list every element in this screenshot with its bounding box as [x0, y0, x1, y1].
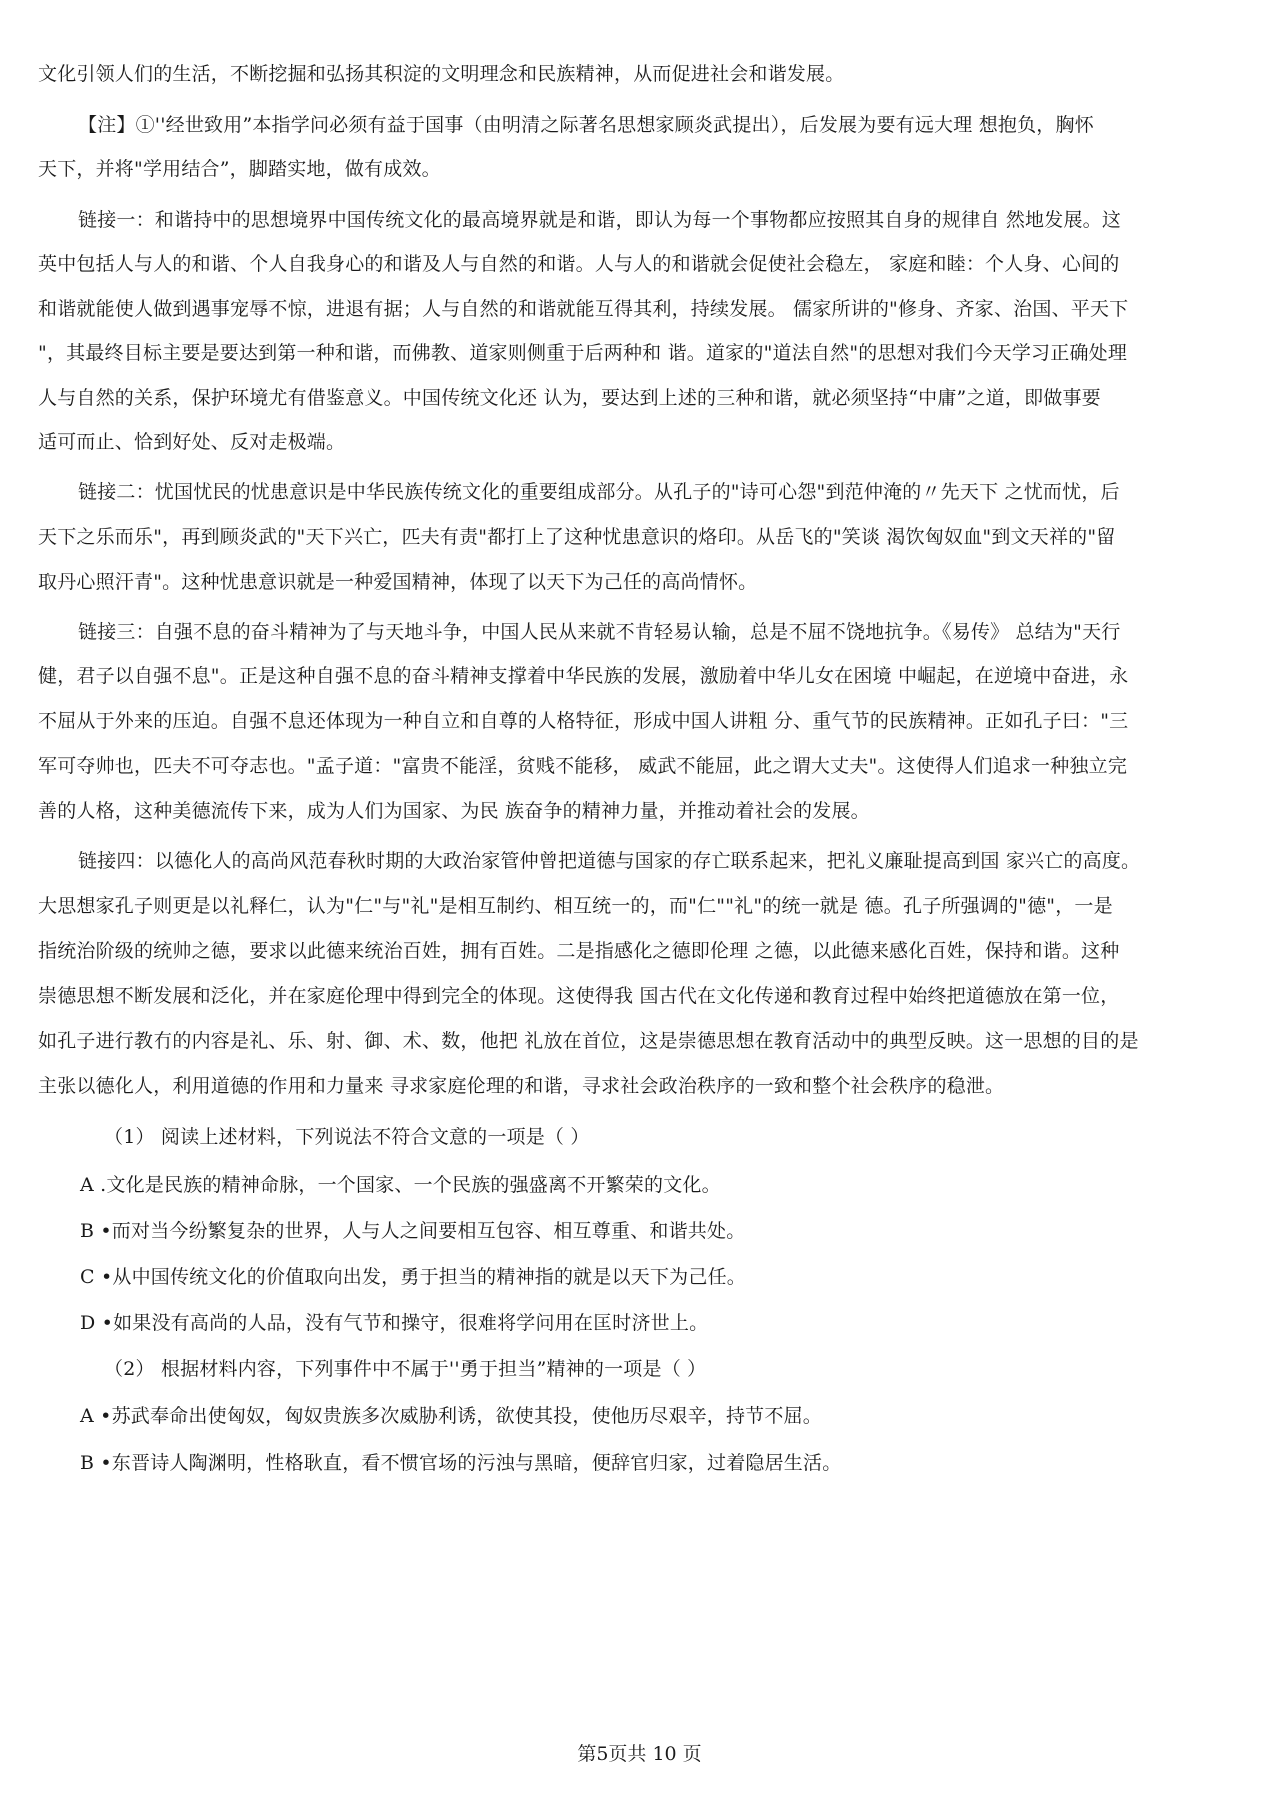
paragraph-line: 链接四：以德化人的高尚风范春秋时期的大政治家管仲曾把道德与国家的存亡联系起来，把礼义廉耻提高到国 家兴亡的高度。 [78, 850, 1141, 872]
paragraph-line: 崇德思想不断发展和泛化，并在家庭伦理中得到完全的体现。这使得我 国古代在文化传递和教育过程中始终把道德放在第一位， [38, 985, 1120, 1007]
paragraph-line: 链接一：和谐持中的思想境界中国传统文化的最高境界就是和谐，即认为每一个事物都应按照其自身的规律自 然地发展。这 [78, 209, 1122, 231]
paragraph-line: 和谐就能使人做到遇事宠辱不惊，进退有据；人与自然的和谐就能互得其利，持续发展。 儒家所讲的"修身、齐家、治国、平天下 [38, 298, 1129, 320]
paragraph-line: 主张以德化人，利用道德的作用和力量来 寻求家庭伦理的和谐，寻求社会政治秩序的一致和整个社会秩序的稳泄。 [38, 1075, 1005, 1097]
paragraph-line: 健，君子以自强不息"。正是这种自强不息的奋斗精神支撑着中华民族的发展，激励着中华儿女在困境 中崛起，在逆境中奋进，永 [38, 665, 1129, 687]
note-line: 【注】①''经世致用”本指学问必须有益于国事（由明清之际著名思想家顾炎武提出），后发展为要有远大理 想抱负，胸怀 [78, 114, 1094, 136]
question-option: D •如果没有高尚的人品，没有气节和操守，很难将学问用在匡时济世上。 [80, 1312, 709, 1334]
question-option: A •苏武奉命出使匈奴，匈奴贵族多次威胁利诱，欲使其投，使他历尽艰辛，持节不屈。 [80, 1405, 822, 1427]
question-option: B •东晋诗人陶渊明，性格耿直，看不惯官场的污浊与黑暗，便辞官归家，过着隐居生活。 [80, 1452, 842, 1474]
paragraph-line: 军可夺帅也，匹夫不可夺志也。"孟子道："富贵不能淫，贫贱不能移， 威武不能屈，此之谓大丈夫"。这使得人们追求一种独立完 [38, 755, 1128, 777]
paragraph-line: 链接三：自强不息的奋斗精神为了与天地斗争，中国人民从来就不肯轻易认输，总是不屈不饶地抗争。《易传》 总结为"天行 [78, 621, 1121, 643]
question-stem: （1） 阅读上述材料，下列说法不符合文意的一项是（ ） [104, 1126, 590, 1148]
question-option: A .文化是民族的精神命脉，一个国家、一个民族的强盛离不开繁荣的文化。 [80, 1174, 721, 1196]
paragraph-line: 链接二：忧国忧民的忧患意识是中华民族传统文化的重要组成部分。从孔子的"诗可心怨"到范仲淹的〃先天下 之忧而忧，后 [78, 481, 1120, 503]
paragraph-line: 人与自然的关系，保护环境尤有借鉴意义。中国传统文化还 认为，要达到上述的三种和谐，就必须坚持“中庸”之道，即做事要 [38, 387, 1101, 409]
question-option: B •而对当今纷繁复杂的世界，人与人之间要相互包容、相互尊重、和谐共处。 [80, 1220, 746, 1242]
paragraph-line: 天下之乐而乐"，再到顾炎武的"天下兴亡，匹夫有责"都打上了这种忧患意识的烙印。从岳飞的"笑谈 渴饮匈奴血"到文天祥的"留 [38, 526, 1116, 548]
page-number: 第5页共 10 页 [577, 1743, 702, 1765]
paragraph-line: 如孔子进行教冇的内容是礼、乐、射、御、术、数，他把 礼放在首位，这是崇德思想在教育活动中的典型反映。这一思想的目的是 [38, 1030, 1139, 1052]
paragraph-line: "，其最终目标主要是要达到第一种和谐，而佛教、道家则侧重于后两种和 谐。道家的"道法自然"的思想对我们今天学习正确处理 [38, 342, 1128, 364]
paragraph-line: 大思想家孔子则更是以礼释仁，认为"仁"与"礼"是相互制约、相互统一的，而"仁""礼"的统一就是 德。孔子所强调的"德"，一是 [38, 895, 1113, 917]
question-option: C •从中国传统文化的价值取向出发，勇于担当的精神指的就是以天下为己任。 [80, 1266, 746, 1288]
paragraph-line: 适可而止、恰到好处、反对走极端。 [38, 431, 346, 453]
paragraph-line: 文化引领人们的生活，不断挖掘和弘扬其积淀的文明理念和民族精神，从而促进社会和谐发展。 [38, 63, 845, 85]
paragraph-line: 取丹心照汗青"。这种忧患意识就是一种爱国精神，体现了以天下为己任的高尚情怀。 [38, 571, 758, 593]
paragraph-line: 指统治阶级的统帅之德，要求以此德来统治百姓，拥有百姓。二是指感化之德即伦理 之德，以此德来感化百姓，保持和谐。这种 [38, 940, 1120, 962]
paragraph-line: 不屈从于外来的压迫。自强不息还体现为一种自立和自尊的人格特征，形成中国人讲粗 分、重气节的民族精神。正如孔子曰："三 [38, 710, 1129, 732]
paragraph-line: 善的人格，这种美德流传下来，成为人们为国家、为民 族奋争的精神力量，并推动着社会的发展。 [38, 800, 870, 822]
question-stem: （2） 根据材料内容，下列事件中不属于''勇于担当”精神的一项是（ ） [104, 1358, 707, 1380]
paragraph-line: 英中包括人与人的和谐、个人自我身心的和谐及人与自然的和谐。人与人的和谐就会促使社会稳左， 家庭和睦：个人身、心间的 [38, 253, 1120, 275]
note-line: 天下，并将"学用结合”，脚踏实地，做有成效。 [38, 158, 441, 180]
